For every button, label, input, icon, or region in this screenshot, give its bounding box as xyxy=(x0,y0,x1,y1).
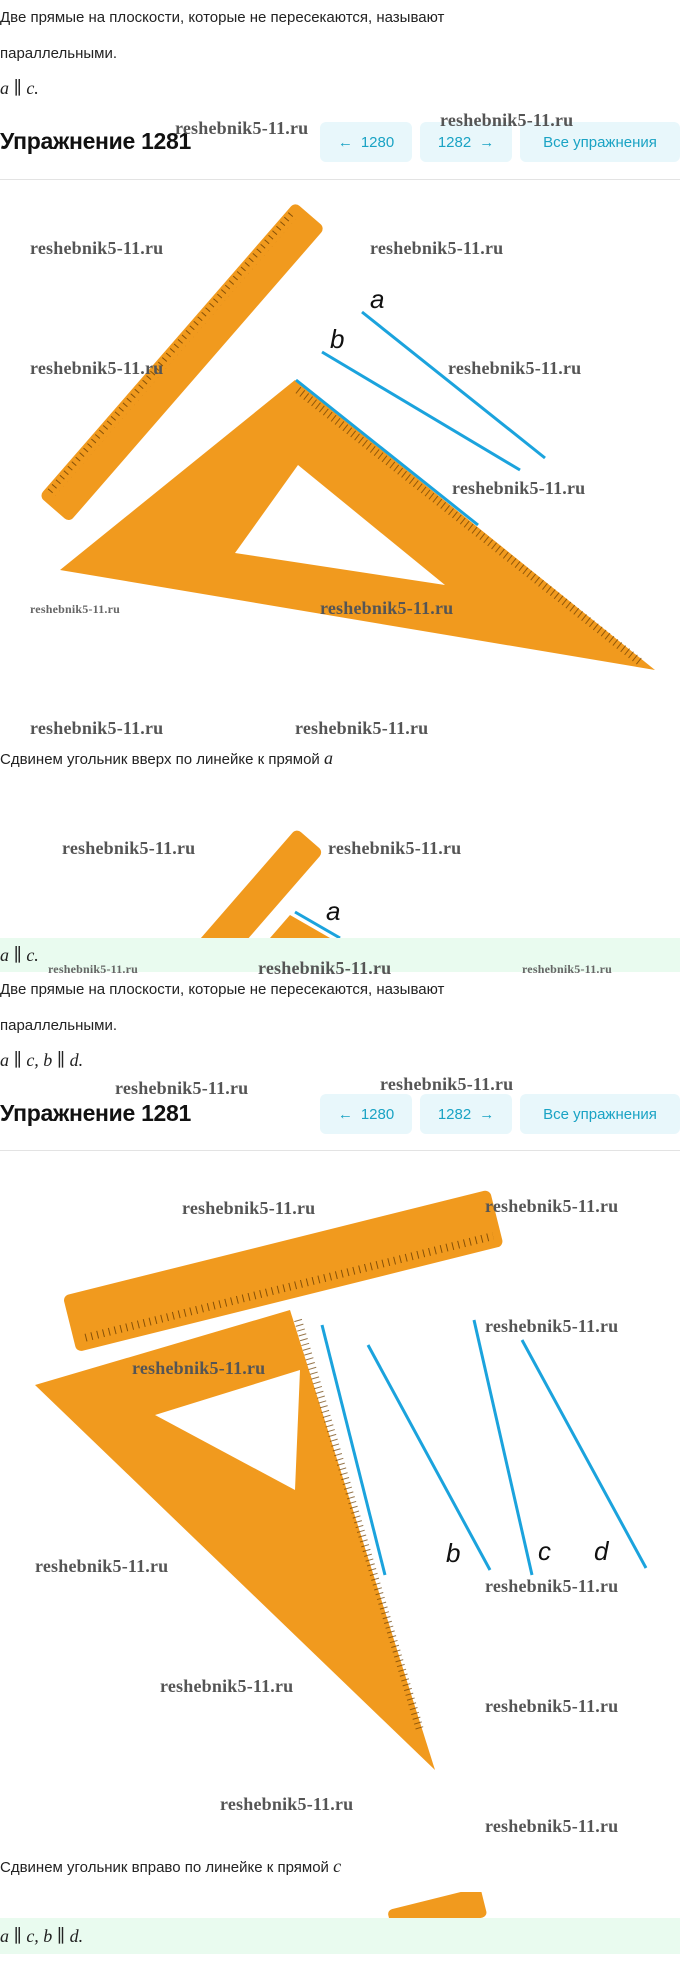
math-statement: a ∥ c. xyxy=(0,78,39,98)
watermark: reshebnik5-11.ru xyxy=(320,598,454,618)
instruction-variable: c xyxy=(333,1856,342,1876)
instruction-text xyxy=(0,1856,341,1878)
prev-exercise-button[interactable] xyxy=(320,122,412,162)
watermark: reshebnik5-11.ru xyxy=(440,110,574,130)
divider xyxy=(0,179,680,180)
watermark: reshebnik5-11.ru xyxy=(448,358,582,378)
result-band xyxy=(0,1918,680,1954)
watermark: reshebnik5-11.ru xyxy=(30,358,164,378)
line-a xyxy=(362,312,545,458)
instruction-main: Сдвинем угольник вправо по линейке к прямой xyxy=(0,1859,334,1876)
next-exercise-label: 1282 xyxy=(437,1105,472,1123)
line-d xyxy=(522,1340,646,1568)
watermark: reshebnik5-11.ru xyxy=(485,1316,619,1336)
fig-letter-b: b xyxy=(330,324,345,354)
result-text: a ∥ c, b ∥ d. xyxy=(0,1926,84,1946)
all-exercises-label: Все упражнения xyxy=(543,1105,657,1123)
watermark: reshebnik5-11.ru xyxy=(30,238,164,258)
prev-exercise-label: 1280 xyxy=(360,133,395,151)
exercise-heading: Упражнение 1281 xyxy=(0,128,192,154)
exercise-heading: Упражнение 1281 xyxy=(0,1100,192,1126)
watermark: reshebnik5-11.ru xyxy=(220,1794,354,1814)
all-exercises-button[interactable] xyxy=(520,1094,680,1134)
watermark: reshebnik5-11.ru xyxy=(35,1556,169,1576)
watermark: reshebnik5-11.ru xyxy=(30,602,120,616)
intro-text-line2: параллельными. xyxy=(0,1017,117,1034)
figure-triangle-ruler-2 xyxy=(0,1170,680,1770)
watermark: reshebnik5-11.ru xyxy=(62,838,196,858)
watermark: reshebnik5-11.ru xyxy=(522,962,612,976)
watermark: reshebnik5-11.ru xyxy=(132,1358,266,1378)
all-exercises-label: Все упражнения xyxy=(543,133,657,151)
intro-text-line2: параллельными. xyxy=(0,45,117,62)
fig-letter-d: d xyxy=(594,1536,609,1566)
watermark: reshebnik5-11.ru xyxy=(160,1676,294,1696)
fig-letter-a: a xyxy=(370,284,385,314)
watermark: reshebnik5-11.ru xyxy=(30,718,164,738)
next-exercise-button[interactable] xyxy=(420,1094,512,1134)
watermark: reshebnik5-11.ru xyxy=(328,838,462,858)
prev-exercise-label: 1280 xyxy=(360,1105,395,1123)
prev-exercise-button[interactable] xyxy=(320,1094,412,1134)
watermark: reshebnik5-11.ru xyxy=(258,958,392,978)
watermark: reshebnik5-11.ru xyxy=(48,962,138,976)
divider xyxy=(0,1150,680,1151)
line-c xyxy=(474,1320,532,1575)
watermark: reshebnik5-11.ru xyxy=(295,718,429,738)
watermark: reshebnik5-11.ru xyxy=(115,1078,249,1098)
fig-letter-c: c xyxy=(538,1536,551,1566)
watermark: reshebnik5-11.ru xyxy=(175,118,309,138)
preview-letter-a: a xyxy=(326,896,341,926)
intro-text-line1: Две прямые на плоскости, которые не пересекаются, называют xyxy=(0,9,445,26)
watermark: reshebnik5-11.ru xyxy=(182,1198,316,1218)
next-exercise-label: 1282 xyxy=(437,133,472,151)
watermark: reshebnik5-11.ru xyxy=(485,1576,619,1596)
figure-triangle-ruler-1 xyxy=(0,200,680,700)
watermark: reshebnik5-11.ru xyxy=(485,1816,619,1836)
instruction-variable: a xyxy=(323,748,333,768)
instruction-text xyxy=(0,748,333,770)
watermark: reshebnik5-11.ru xyxy=(485,1196,619,1216)
arrow-right-icon: → xyxy=(479,1105,495,1123)
instruction-main: Сдвинем угольник вверх по линейке к прямой xyxy=(0,751,324,768)
result-text: a ∥ c. xyxy=(0,945,39,965)
arrow-left-icon: ← xyxy=(337,1105,353,1123)
watermark: reshebnik5-11.ru xyxy=(485,1696,619,1716)
arrow-left-icon: ← xyxy=(337,133,353,151)
watermark: reshebnik5-11.ru xyxy=(380,1074,514,1094)
line-b xyxy=(368,1345,490,1570)
watermark: reshebnik5-11.ru xyxy=(452,478,586,498)
fig-letter-b: b xyxy=(446,1538,461,1568)
math-statement: a ∥ c, b ∥ d. xyxy=(0,1050,84,1070)
intro-text-line1: Две прямые на плоскости, которые не пересекаются, называют xyxy=(0,981,445,998)
arrow-right-icon: → xyxy=(479,133,495,151)
watermark: reshebnik5-11.ru xyxy=(370,238,504,258)
